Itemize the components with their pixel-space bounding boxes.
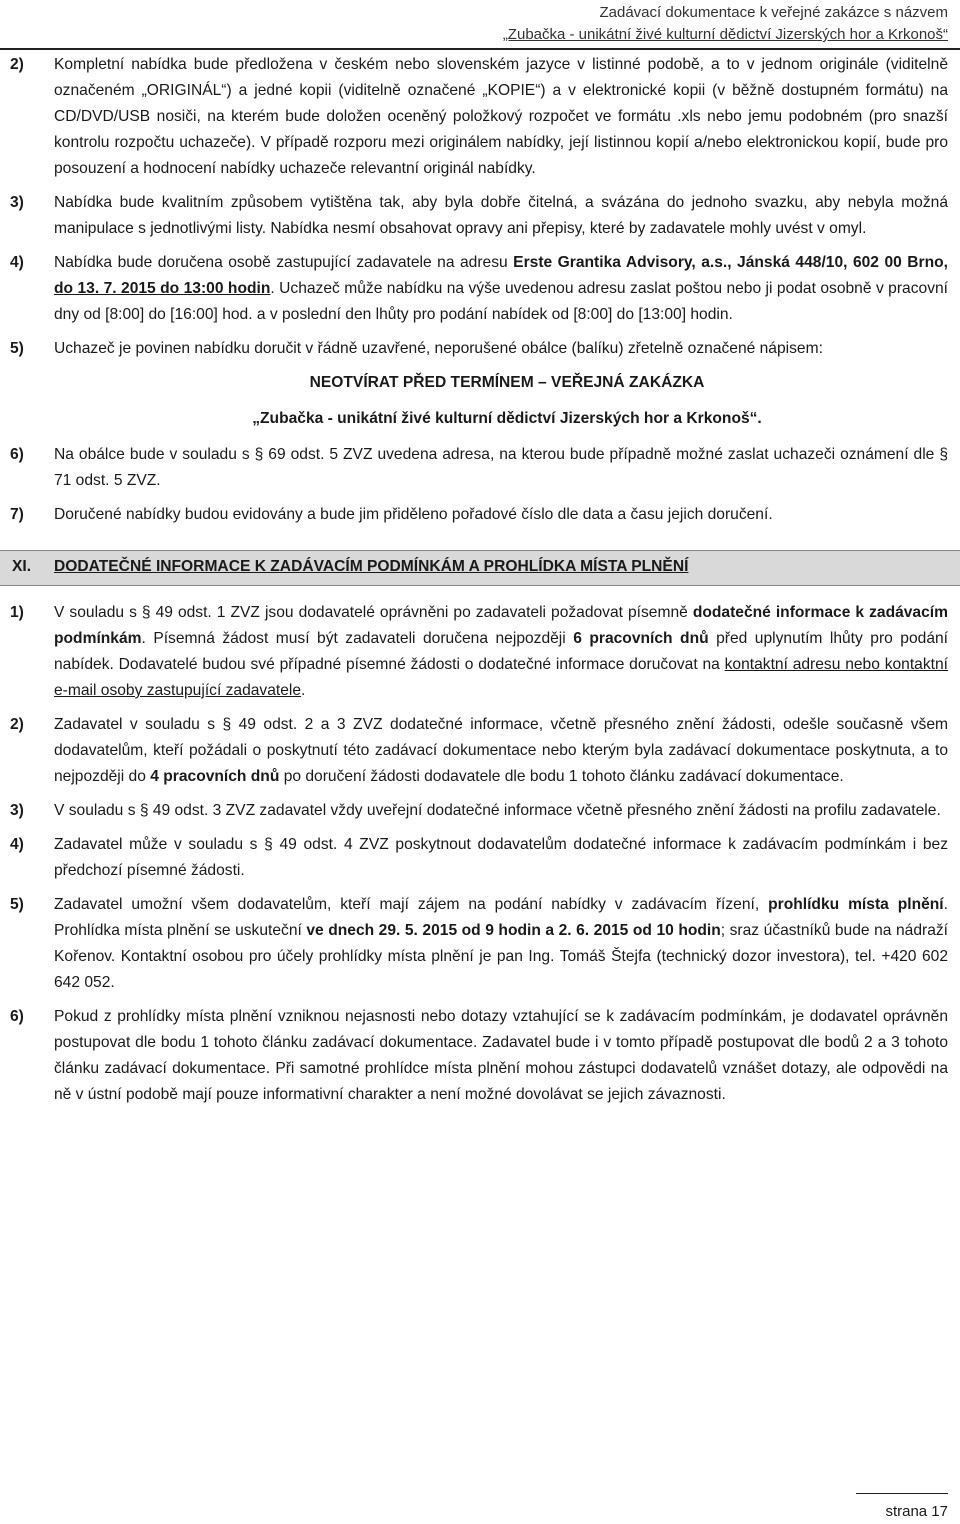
item-text: Pokud z prohlídky místa plnění vzniknou nejasnosti nebo dotazy vztahující se k zadávacím podmínkám, je dodavatel oprávněn postupovat dle bodu 1 tohoto článku zadávací dokumentace. Zadavatel bude i v tomto případě postupovat dle bodů 2 a 3 tohoto článku zadávací dokumentace. Při samotné prohlídce místa plnění mohou zástupci dodavatelů vznášet dotazy, ale odpovědi na ně v ústní podobě mají pouze informativní charakter a není možné dovolávat se jejich závaznosti. [54, 1008, 948, 1103]
item-number: 7) [10, 506, 24, 523]
item-text: V souladu s § 49 odst. 3 ZVZ zadavatel vždy uveřejní dodatečné informace včetně přesného znění žádosti na profilu zadavatele. [54, 802, 941, 819]
item-number: 2) [10, 56, 24, 73]
item-number: 6) [10, 446, 24, 463]
list-item [0, 798, 960, 824]
header-line-1: Zadávací dokumentace k veřejné zakázce s názvem [599, 4, 948, 21]
list-item [0, 832, 960, 884]
underlined-text: kontaktní adresu nebo kontaktní e-mail osoby zastupující zadavatele [54, 656, 948, 699]
deadline-text: do 13. 7. 2015 do 13:00 hodin [54, 280, 271, 297]
list-item [0, 712, 960, 790]
item-text: Na obálce bude v souladu s § 69 odst. 5 ZVZ uvedena adresa, na kterou bude případně možné zaslat uchazeči oznámení dle § 71 odst. 5 ZVZ. [54, 446, 948, 489]
item-text: Nabídka bude kvalitním způsobem vytištěna tak, aby byla dobře čitelná, a svázána do jednoho svazku, aby nebyla možná manipulace s jednotlivými listy. Nabídka nesmí obsahovat opravy ani přepisy, které by zadavatele mohly uvést v omyl. [54, 194, 948, 237]
envelope-label-line-2: „Zubačka - unikátní živé kulturní dědictví Jizerských hor a Krkonoš“. [252, 410, 762, 427]
item-text: Nabídka bude doručena osobě zastupující zadavatele na adresu [54, 254, 514, 271]
item-text: Zadavatel může v souladu s § 49 odst. 4 ZVZ poskytnout dodavatelům dodatečné informace k zadávacím podmínkám i bez předchozí písemné žádosti. [54, 836, 948, 879]
item-number: 6) [10, 1008, 24, 1025]
item-text: Zadavatel v souladu s § 49 odst. 2 a 3 ZVZ dodatečné informace, včetně přesného znění žádosti, odešle současně všem dodavatelům, kteří požádali o poskytnutí této zadávací dokumentace nebo kterým byla zadávací dokumentace poskytnuta, a to nejpozději do [54, 716, 948, 785]
bold-text: dodatečné informace k zadávacím podmínkám [54, 604, 948, 647]
item-text: ; sraz účastníků bude na nádraží Kořenov. Kontaktní osobou pro účely prohlídky místa plnění je pan Ing. Tomáš Štejfa (technický dozor investora), tel. +420 602 642 052. [54, 922, 948, 991]
bold-text: 6 pracovních dnů [573, 630, 709, 647]
item-number: 1) [10, 604, 24, 621]
document-body [0, 52, 960, 1116]
page-number: strana 17 [885, 1503, 948, 1520]
bold-text: 4 pracovních dnů [150, 768, 280, 785]
list-item [0, 1004, 960, 1108]
envelope-label-line-1: NEOTVÍRAT PŘED TERMÍNEM – VEŘEJNÁ ZAKÁZKA [309, 374, 705, 391]
item-text: Uchazeč je povinen nabídku doručit v řádně uzavřené, neporušené obálce (balíku) zřetelně označené nápisem: [54, 340, 823, 357]
page-header [503, 2, 948, 46]
item-number: 3) [10, 194, 24, 211]
item-text: . [301, 682, 306, 699]
section-heading [0, 550, 960, 586]
item-text: Zadavatel umožní všem dodavatelům, kteří mají zájem na podání nabídky v zadávacím řízení, [54, 896, 769, 913]
item-text: . Uchazeč může nabídku na výše uvedenou adresu zaslat poštou nebo ji podat osobně v pracovní dny od [8:00] do [16:00] hod. a v poslední den lhůty pro podání nabídek od [8:00] do [13:00] hodin. [54, 280, 948, 323]
item-text: po doručení žádosti dodavatele dle bodu 1 tohoto článku zadávací dokumentace. [279, 768, 844, 785]
section-number: XI. [12, 558, 32, 575]
list-item [0, 336, 960, 362]
item-text: Kompletní nabídka bude předložena v českém nebo slovenském jazyce v listinné podobě, a to v jednom originále (viditelně označeném „ORIGINÁL“) a jedné kopii (viditelně označené „KOPIE“) a v elektronické kopii (v běžně dostupném formátu) na CD/DVD/USB nosiči, na kterém bude doložen oceněný položkový rozpočet ve formátu .xls nebo jemu podobném (pro snazší kontrolu rozpočtu uchazeče). V případě rozporu mezi originálem nabídky, její listinnou kopií a/nebo elektronickou kopií, bude pro posouzení a hodnocení nabídky uchazeče relevantní originál nabídky. [54, 56, 948, 177]
list-item [0, 442, 960, 494]
item-number: 4) [10, 254, 24, 271]
item-number: 5) [10, 340, 24, 357]
item-number: 3) [10, 802, 24, 819]
list-item [0, 600, 960, 704]
address-text: Erste Grantika Advisory, a.s., Jánská 448/10, 602 00 Brno, [513, 254, 948, 271]
header-divider [0, 48, 960, 50]
section-title: DODATEČNÉ INFORMACE K ZADÁVACÍM PODMÍNKÁM A PROHLÍDKA MÍSTA PLNĚNÍ [54, 558, 689, 575]
list-item [0, 250, 960, 328]
list-item [0, 52, 960, 182]
header-line-2: „Zubačka - unikátní živé kulturní dědictví Jizerských hor a Krkonoš“ [502, 26, 948, 43]
item-text: . Prohlídka místa plnění se uskuteční [54, 896, 948, 939]
list-item [0, 892, 960, 996]
list-item [0, 502, 960, 528]
item-text: Doručené nabídky budou evidovány a bude jim přiděleno pořadové číslo dle data a času jejich doručení. [54, 506, 773, 523]
item-number: 5) [10, 896, 24, 913]
bold-text: ve dnech 29. 5. 2015 od 9 hodin a 2. 6. 2015 od 10 hodin [306, 922, 721, 939]
bold-text: prohlídku místa plnění [768, 896, 944, 913]
footer-divider [856, 1493, 948, 1494]
item-text: . Písemná žádost musí být zadavateli doručena nejpozději [141, 630, 574, 647]
list-item [0, 190, 960, 242]
item-text: V souladu s § 49 odst. 1 ZVZ jsou dodavatelé oprávněni po zadavateli požadovat písemně [54, 604, 693, 621]
item-text: před uplynutím lhůty pro podání nabídek. Dodavatelé budou své případné písemné žádosti o dodatečné informace doručovat na [54, 630, 948, 673]
item-number: 4) [10, 836, 24, 853]
item-number: 2) [10, 716, 24, 733]
